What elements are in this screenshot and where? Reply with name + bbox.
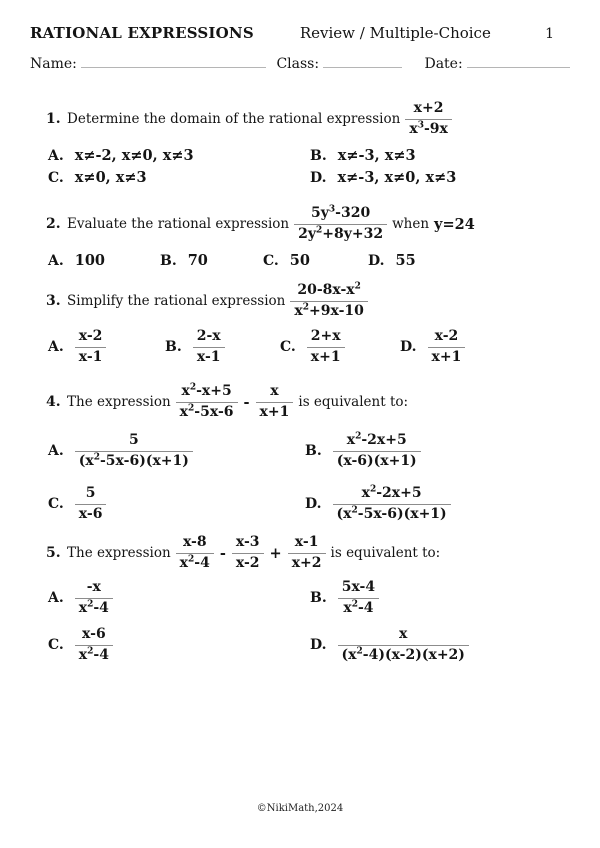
- fraction-denominator: $(x^2-5x-6)(x+1)$: [336, 504, 447, 522]
- option-q4-b: [305, 432, 570, 470]
- fraction: [232, 534, 264, 572]
- page-number: 1: [545, 26, 554, 42]
- option-q1-c: [48, 169, 310, 186]
- math-expression: x≠-3, x≠3: [337, 147, 416, 164]
- fraction-numerator: 2-x: [193, 328, 225, 348]
- option-content: [307, 328, 345, 366]
- math-operator: +: [269, 544, 282, 562]
- fraction: [75, 432, 193, 470]
- fraction: [338, 579, 379, 617]
- fraction-numerator: 5: [75, 485, 107, 505]
- date-label: Date:: [424, 56, 463, 72]
- fraction-denominator: $(x^2-4)(x-2)(x+2)$: [341, 645, 465, 663]
- fraction: [193, 328, 225, 366]
- question-statement: [30, 383, 570, 421]
- fraction-numerator: $x^2-2x+5$: [333, 432, 421, 452]
- option-content: [75, 328, 107, 366]
- option-label: B.: [305, 443, 322, 459]
- fraction: [256, 383, 294, 421]
- option-content: [75, 169, 147, 186]
- option-q3-a: [48, 328, 165, 366]
- questions-list: [30, 100, 570, 664]
- question-number: 4.: [46, 394, 61, 410]
- fraction-numerator: $x^2-2x+5$: [333, 485, 451, 505]
- option-q4-a: [48, 432, 305, 470]
- fraction: [75, 328, 107, 366]
- math-expression: 50: [289, 252, 310, 269]
- question-text: The expression: [67, 545, 171, 561]
- option-content: [428, 328, 466, 366]
- option-content: [338, 147, 416, 164]
- fraction-denominator: $x^2-4$: [343, 598, 374, 616]
- option-content: [338, 579, 379, 617]
- option-content: [396, 252, 416, 269]
- fraction-denominator: $x^2+9x-10$: [294, 301, 364, 319]
- option-content: [75, 252, 105, 269]
- option-q2-a: [48, 252, 160, 269]
- fraction: [333, 485, 451, 523]
- option-content: [75, 579, 113, 617]
- fraction-denominator: x+2: [291, 554, 322, 571]
- fraction-denominator: $x^2-5x-6$: [179, 402, 234, 420]
- fraction-denominator: x+1: [310, 348, 341, 365]
- question-q3: [30, 282, 570, 366]
- question-number: 1.: [46, 111, 61, 127]
- math-expression: y=24: [434, 215, 475, 233]
- fraction-numerator: x-8: [176, 534, 214, 554]
- fraction-numerator: $x^2-x+5$: [176, 383, 238, 403]
- fraction: [176, 534, 214, 572]
- option-label: C.: [263, 252, 279, 269]
- fraction-numerator: 5: [75, 432, 193, 452]
- question-q2: [30, 205, 570, 269]
- fraction-denominator: x-1: [78, 348, 103, 365]
- option-label: A.: [48, 147, 64, 164]
- option-q1-b: [310, 147, 570, 164]
- fraction-denominator: $x^2-4$: [78, 645, 109, 663]
- name-class-date-row: [30, 54, 570, 72]
- option-q5-d: [310, 626, 570, 664]
- question-statement: [30, 534, 570, 572]
- option-label: D.: [310, 637, 327, 653]
- option-label: D.: [310, 169, 327, 186]
- math-operator: -: [243, 393, 250, 411]
- fraction: [307, 328, 345, 366]
- option-label: D.: [400, 339, 417, 355]
- option-content: [290, 252, 310, 269]
- math-expression: 70: [187, 252, 208, 269]
- fraction-numerator: x: [256, 383, 294, 403]
- fraction: [294, 205, 387, 243]
- fraction-denominator: $x^3-9x$: [409, 119, 448, 137]
- question-text: Evaluate the rational expression: [67, 216, 290, 232]
- option-label: A.: [48, 339, 64, 355]
- fraction-numerator: $5y^3-320$: [294, 205, 387, 225]
- answer-options: [30, 328, 570, 366]
- worksheet-title: RATIONAL EXPRESSIONS: [30, 24, 254, 42]
- option-q2-b: [160, 252, 263, 269]
- option-content: [338, 169, 457, 186]
- fraction-denominator: x-6: [78, 505, 103, 522]
- option-q2-c: [263, 252, 368, 269]
- class-blank-line: [323, 54, 402, 68]
- fraction: [75, 579, 113, 617]
- fraction-denominator: x+1: [259, 403, 290, 420]
- fraction: [428, 328, 466, 366]
- fraction: [405, 100, 452, 138]
- fraction-numerator: $20-8x-x^2$: [290, 282, 368, 302]
- option-q3-d: [400, 328, 570, 366]
- option-content: [75, 432, 193, 470]
- fraction: [75, 626, 113, 664]
- option-content: [333, 432, 421, 470]
- fraction-denominator: x-1: [196, 348, 221, 365]
- question-q5: [30, 534, 570, 664]
- fraction: [333, 432, 421, 470]
- question-number: 3.: [46, 293, 61, 309]
- name-blank-line: [81, 54, 267, 68]
- option-q2-d: [368, 252, 570, 269]
- answer-options: [30, 579, 570, 664]
- option-content: [75, 147, 194, 164]
- fraction-denominator: x+1: [431, 348, 462, 365]
- question-number: 5.: [46, 545, 61, 561]
- fraction-denominator: $(x^2-5x-6)(x+1)$: [78, 451, 189, 469]
- question-text: when: [392, 216, 430, 232]
- fraction-denominator: $x^2-4$: [179, 553, 210, 571]
- worksheet-header: [30, 24, 570, 42]
- option-q5-a: [48, 579, 310, 617]
- option-content: [75, 485, 107, 523]
- name-label: Name:: [30, 56, 77, 72]
- option-label: A.: [48, 252, 64, 269]
- question-text: The expression: [67, 394, 171, 410]
- fraction-numerator: 5x-4: [338, 579, 379, 599]
- option-label: D.: [368, 252, 385, 269]
- answer-options: [30, 252, 570, 269]
- question-number: 2.: [46, 216, 61, 232]
- worksheet-subtitle: Review / Multiple-Choice: [299, 24, 491, 42]
- option-label: B.: [310, 147, 327, 164]
- fraction-numerator: x-3: [232, 534, 264, 554]
- answer-options: [30, 147, 570, 186]
- option-q3-c: [280, 328, 400, 366]
- option-content: [188, 252, 208, 269]
- fraction-denominator: x-2: [235, 554, 260, 571]
- fraction-denominator: (x-6)(x+1): [336, 452, 417, 469]
- question-statement: [30, 282, 570, 320]
- math-expression: x≠0, x≠3: [74, 169, 147, 186]
- question-text: is equivalent to:: [298, 394, 409, 410]
- option-label: A.: [48, 443, 64, 459]
- option-q5-c: [48, 626, 310, 664]
- option-content: [75, 626, 113, 664]
- option-q3-b: [165, 328, 280, 366]
- option-label: B.: [160, 252, 177, 269]
- date-blank-line: [467, 54, 570, 68]
- fraction-numerator: x+2: [405, 100, 452, 120]
- option-label: C.: [48, 169, 64, 186]
- option-content: [333, 485, 451, 523]
- math-expression: x≠-2, x≠0, x≠3: [74, 147, 194, 164]
- fraction-numerator: x-6: [75, 626, 113, 646]
- fraction: [75, 485, 107, 523]
- option-q1-a: [48, 147, 310, 164]
- option-content: [338, 626, 469, 664]
- option-label: C.: [48, 637, 64, 653]
- option-q4-c: [48, 485, 305, 523]
- option-label: B.: [310, 590, 327, 606]
- math-expression: x≠-3, x≠0, x≠3: [337, 169, 457, 186]
- fraction: [176, 383, 238, 421]
- math-expression: 100: [74, 252, 106, 269]
- option-content: [193, 328, 225, 366]
- fraction: [290, 282, 368, 320]
- option-label: A.: [48, 590, 64, 606]
- option-q4-d: [305, 485, 570, 523]
- question-text: Simplify the rational expression: [67, 293, 286, 309]
- question-q1: [30, 100, 570, 186]
- class-label: Class:: [276, 56, 320, 72]
- fraction-numerator: x-2: [75, 328, 107, 348]
- question-text: Determine the domain of the rational expression: [67, 111, 401, 127]
- math-expression: 55: [395, 252, 416, 269]
- option-q5-b: [310, 579, 570, 617]
- fraction-denominator: $x^2-4$: [78, 598, 109, 616]
- option-label: D.: [305, 496, 322, 512]
- math-operator: -: [219, 544, 226, 562]
- fraction-numerator: -x: [75, 579, 113, 599]
- question-q4: [30, 383, 570, 523]
- option-label: B.: [165, 339, 182, 355]
- fraction-numerator: x-1: [288, 534, 326, 554]
- fraction: [338, 626, 469, 664]
- footer-credit: ©NikiMath,2024: [256, 803, 344, 814]
- option-label: C.: [48, 496, 64, 512]
- option-q1-d: [310, 169, 570, 186]
- option-label: C.: [280, 339, 296, 355]
- fraction-denominator: $2y^2+8y+32$: [298, 224, 384, 242]
- question-statement: [30, 205, 570, 243]
- answer-options: [30, 432, 570, 523]
- question-text: is equivalent to:: [330, 545, 441, 561]
- question-statement: [30, 100, 570, 138]
- fraction-numerator: 2+x: [307, 328, 345, 348]
- fraction: [288, 534, 326, 572]
- fraction-numerator: x-2: [428, 328, 466, 348]
- fraction-numerator: x: [338, 626, 469, 646]
